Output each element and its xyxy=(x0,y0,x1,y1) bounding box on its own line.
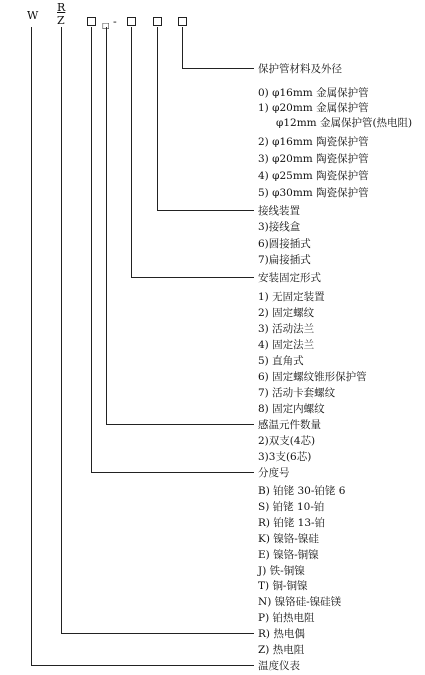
mounting-item: 5) 直角式 xyxy=(258,355,304,367)
wiring-item: 3)接线盒 xyxy=(258,221,301,233)
line-mounting xyxy=(131,27,132,278)
protection-title: 保护管材料及外径 xyxy=(258,63,342,75)
line-mounting-h xyxy=(131,277,254,278)
line-protection xyxy=(182,27,183,69)
elements-item: 3)3支(6芯) xyxy=(258,451,312,463)
elements-item: 2)双支(4芯) xyxy=(258,435,316,447)
graduation-item: T) 铜-铜镍 xyxy=(258,580,308,592)
code-box-wiring xyxy=(153,17,162,26)
graduation-item: N) 镍铬硅-镍硅镁 xyxy=(258,596,342,608)
protection-item: 4) φ25mm 陶瓷保护管 xyxy=(258,170,369,182)
code-sub-box: □ xyxy=(102,21,110,30)
graduation-item: S) 铂铑 10-铂 xyxy=(258,501,325,513)
graduation-item: B) 铂铑 30-铂铑 6 xyxy=(258,485,346,497)
code-letter-z: Z xyxy=(57,14,65,27)
elements-title: 感温元件数量 xyxy=(258,419,321,431)
line-graduation-h xyxy=(91,472,254,473)
mounting-item: 8) 固定内螺纹 xyxy=(258,403,325,415)
graduation-item: P) 铂热电阻 xyxy=(258,612,315,624)
graduation-item: K) 镍铬-镍硅 xyxy=(258,533,319,545)
code-box-graduation xyxy=(87,17,96,26)
line-wiring xyxy=(157,27,158,211)
code-box-mounting xyxy=(127,17,136,26)
line-type xyxy=(31,27,32,666)
wiring-title: 接线装置 xyxy=(258,205,300,217)
type-item: Z) 热电阻 xyxy=(258,644,305,656)
line-graduation xyxy=(91,27,92,473)
protection-item: 1) φ20mm 金属保护管 xyxy=(258,102,369,114)
code-letter-r: R xyxy=(57,1,66,14)
protection-item: 0) φ16mm 金属保护管 xyxy=(258,87,369,99)
protection-item: 2) φ16mm 陶瓷保护管 xyxy=(258,136,369,148)
code-letter-w: W xyxy=(27,9,39,22)
graduation-title: 分度号 xyxy=(258,467,290,479)
mounting-title: 安装固定形式 xyxy=(258,272,321,284)
line-rz xyxy=(61,27,62,634)
wiring-item: 6)圆接插式 xyxy=(258,238,311,250)
graduation-item: R) 铂铑 13-铂 xyxy=(258,517,326,529)
mounting-item: 7) 活动卡套螺纹 xyxy=(258,387,336,399)
mounting-item: 1) 无固定装置 xyxy=(258,291,325,303)
line-protection-h xyxy=(182,68,254,69)
line-rz-h xyxy=(61,633,254,634)
mounting-item: 2) 固定螺纹 xyxy=(258,307,315,319)
line-elements xyxy=(106,27,107,425)
mounting-item: 4) 固定法兰 xyxy=(258,339,315,351)
line-wiring-h xyxy=(157,210,254,211)
line-type-h xyxy=(31,665,254,666)
code-dash: - xyxy=(113,15,117,28)
mounting-item: 3) 活动法兰 xyxy=(258,323,315,335)
mounting-item: 6) 固定螺纹锥形保护管 xyxy=(258,371,367,383)
graduation-item: J) 铁-铜镍 xyxy=(258,565,305,577)
wiring-item: 7)扁接插式 xyxy=(258,254,311,266)
type-item: R) 热电偶 xyxy=(258,628,305,640)
code-box-protection xyxy=(178,17,187,26)
graduation-item: E) 镍铬-铜镍 xyxy=(258,549,319,561)
type-title: 温度仪表 xyxy=(258,660,300,672)
protection-item: 5) φ30mm 陶瓷保护管 xyxy=(258,187,369,199)
protection-item: 3) φ20mm 陶瓷保护管 xyxy=(258,153,369,165)
protection-item: φ12mm 金属保护管(热电阻) xyxy=(276,117,413,129)
line-elements-h xyxy=(106,424,254,425)
